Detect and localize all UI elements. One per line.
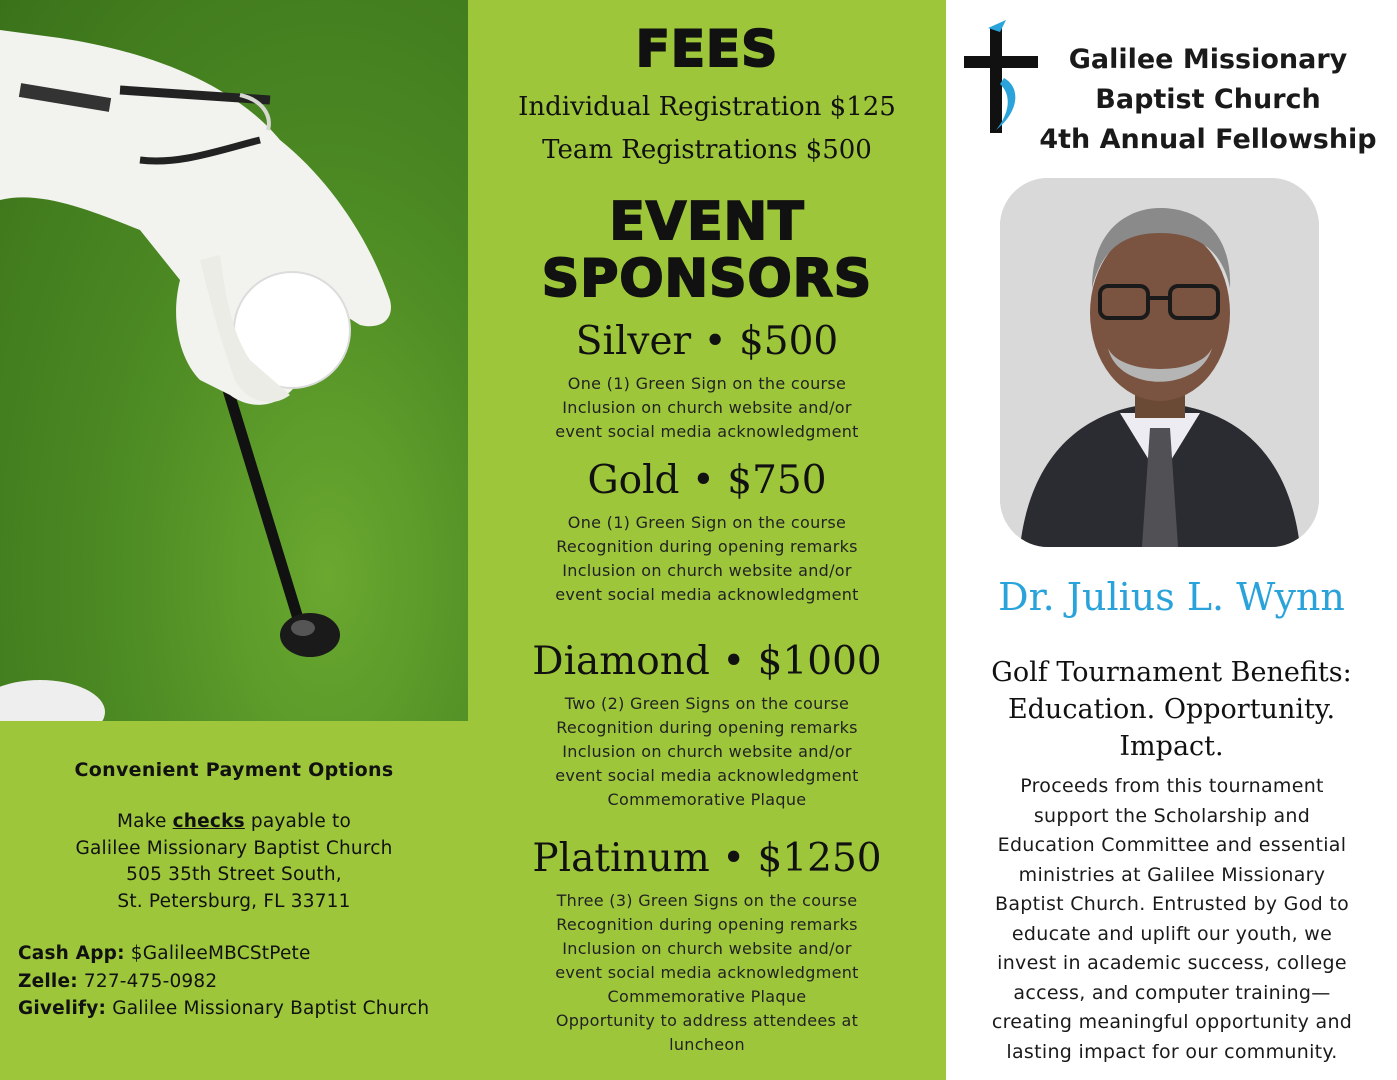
list-item: Recognition during opening remarks	[556, 915, 858, 934]
text-line: lasting impact for our community.	[1006, 1040, 1338, 1063]
tier-benefits	[468, 889, 946, 1057]
fee-team: Team Registrations $500	[542, 135, 872, 165]
left-panel	[0, 0, 468, 1080]
cashapp-line	[18, 940, 468, 968]
list-item: One (1) Green Sign on the course	[567, 513, 847, 532]
text-line: support the Scholarship and	[1033, 804, 1311, 827]
list-item: event social media acknowledgment	[555, 963, 859, 982]
church-title-line2: Baptist Church	[1095, 84, 1321, 115]
benefits-title-line: Golf Tournament Benefits:	[991, 657, 1352, 688]
list-item: One (1) Green Sign on the course	[567, 374, 847, 393]
church-title-line3: 4th Annual Fellowship	[1039, 124, 1377, 155]
list-item: Commemorative Plaque	[607, 987, 807, 1006]
list-item: event social media acknowledgment	[555, 422, 859, 441]
payment-options	[0, 721, 468, 1080]
zelle-label: Zelle:	[18, 970, 78, 992]
payee-line: Galilee Missionary Baptist Church	[75, 837, 393, 859]
church-title	[1008, 40, 1397, 160]
tier-platinum	[468, 837, 946, 1057]
tier-heading: Diamond • $1000	[532, 639, 882, 684]
givelify-value: Galilee Missionary Baptist Church	[112, 998, 430, 1019]
cashapp-value: $GalileeMBCStPete	[130, 943, 311, 964]
cashapp-label: Cash App:	[18, 943, 125, 964]
text-line: Proceeds from this tournament	[1020, 775, 1324, 797]
benefits-description	[952, 772, 1392, 1067]
text-line: Baptist Church. Entrusted by God to	[994, 893, 1350, 915]
benefits-title-line: Education. Opportunity.	[1007, 694, 1336, 725]
fees-title: FEES	[635, 20, 779, 78]
givelify-line	[18, 995, 468, 1023]
list-item: Opportunity to address attendees at	[555, 1011, 859, 1030]
golf-photo	[0, 0, 468, 721]
list-item: event social media acknowledgment	[555, 585, 859, 604]
make-text: Make	[117, 811, 167, 832]
text-line: ministries at Galilee Missionary	[1018, 863, 1326, 886]
list-item: Two (2) Green Signs on the course	[564, 694, 850, 713]
list-item: Inclusion on church website and/or	[562, 939, 852, 958]
givelify-label: Givelify:	[18, 998, 107, 1019]
text-line: invest in academic success, college	[997, 952, 1347, 974]
payment-accounts	[18, 940, 468, 1023]
list-item: Recognition during opening remarks	[556, 537, 858, 556]
text-line: Education Committee and essential	[997, 834, 1347, 856]
benefits-title	[946, 654, 1397, 765]
zelle-line	[18, 968, 468, 996]
list-item: Inclusion on church website and/or	[562, 742, 852, 761]
benefits-title-line: Impact.	[1119, 731, 1224, 762]
list-item: event social media acknowledgment	[555, 766, 859, 785]
list-item: Inclusion on church website and/or	[562, 561, 852, 580]
tier-benefits	[468, 692, 946, 812]
street-line: 505 35th Street South,	[126, 864, 342, 885]
tier-heading: Gold • $750	[587, 458, 827, 503]
church-title-line1: Galilee Missionary	[1068, 44, 1348, 75]
sponsors-title	[468, 194, 946, 308]
pastor-name: Dr. Julius L. Wynn	[998, 575, 1345, 619]
fee-individual: Individual Registration $125	[518, 92, 896, 122]
text-line: access, and computer training—	[1013, 981, 1331, 1004]
city-line: St. Petersburg, FL 33711	[117, 890, 351, 912]
checks-text: checks	[172, 811, 245, 832]
list-item: Recognition during opening remarks	[556, 718, 858, 737]
sponsors-title-line2: SPONSORS	[541, 249, 873, 309]
tier-diamond	[468, 640, 946, 812]
list-item: luncheon	[669, 1035, 745, 1054]
tier-benefits	[468, 372, 946, 444]
list-item: Three (3) Green Signs on the course	[556, 891, 858, 910]
payment-checks-line	[0, 809, 468, 836]
tier-silver	[468, 320, 946, 444]
list-item: Inclusion on church website and/or	[562, 398, 852, 417]
right-panel	[946, 0, 1397, 1080]
tier-heading: Silver • $500	[575, 319, 839, 364]
payable-text: payable to	[250, 811, 351, 832]
zelle-value: 727-475-0982	[83, 970, 218, 992]
tier-heading: Platinum • $1250	[532, 836, 882, 881]
list-item: Commemorative Plaque	[607, 790, 807, 809]
text-line: educate and uplift our youth, we	[1011, 922, 1333, 945]
tier-gold	[468, 459, 946, 607]
fees-list	[468, 86, 946, 172]
payment-address	[0, 809, 468, 915]
payment-title: Convenient Payment Options	[74, 759, 394, 781]
sponsors-title-line1: EVENT	[609, 192, 805, 252]
pastor-portrait	[1000, 178, 1319, 547]
tier-benefits	[468, 511, 946, 607]
middle-panel	[468, 0, 946, 1080]
text-line: creating meaningful opportunity and	[991, 1011, 1353, 1033]
